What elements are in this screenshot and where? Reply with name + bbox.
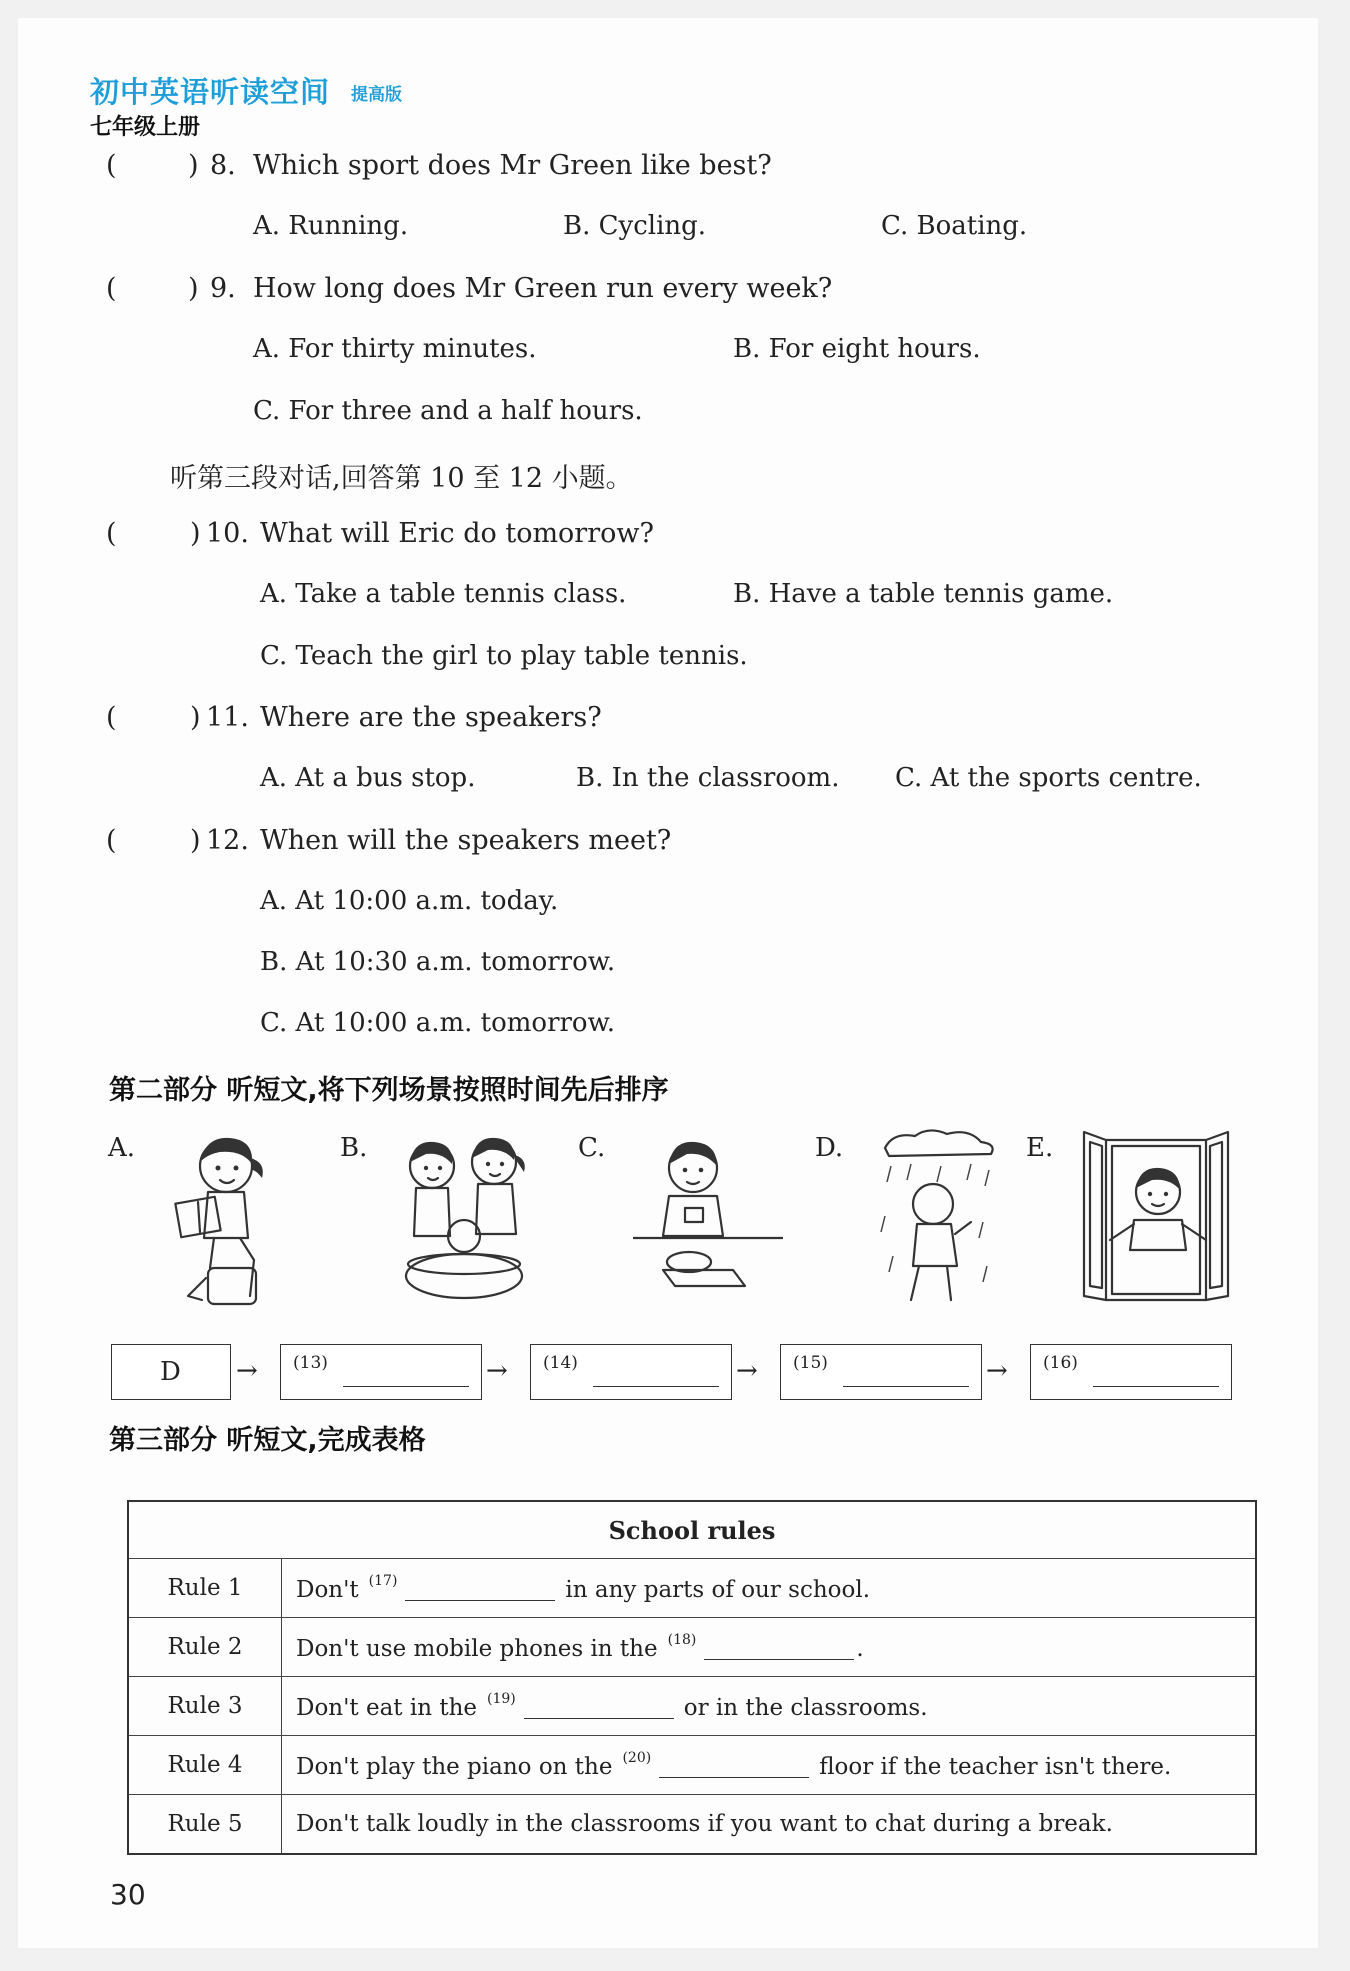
blank-number: (20) [622,1750,652,1766]
rule-text-pre: Don't play the piano on the [296,1754,613,1780]
answer-blank-15[interactable] [843,1386,969,1387]
question-number: 9. [210,273,236,304]
option-b: B. Cycling. [563,211,707,241]
question-text: Where are the speakers? [260,702,602,733]
sequence-box-14[interactable] [530,1344,732,1400]
answer-paren-right: ) [190,518,201,549]
question-text: What will Eric do tomorrow? [260,518,654,549]
table-header-row [128,1501,1256,1559]
blank-number: (14) [543,1353,578,1373]
table-row [128,1559,1256,1618]
book-title: 初中英语听读空间 [90,75,331,109]
option-c: C. Boating. [881,211,1028,241]
rule-text: Don't talk loudly in the classrooms if you want to chat during a break. [282,1795,1257,1855]
boy-opening-window-illustration [1078,1128,1238,1313]
rule-label: Rule 3 [128,1677,282,1736]
question-text: Which sport does Mr Green like best? [253,150,772,181]
sequence-arrow: → [236,1356,258,1386]
rule-text-pre: Don't use mobile phones in the [296,1636,658,1662]
table-row [128,1618,1256,1677]
answer-blank-20[interactable] [659,1777,809,1778]
option-a: A. For thirty minutes. [253,334,537,364]
rule-label: Rule 5 [128,1795,282,1855]
page-number: 30 [110,1878,146,1911]
table-row [128,1736,1256,1795]
sequence-arrow: → [486,1356,508,1386]
rule-text [282,1618,1257,1677]
kids-washing-dog-illustration [390,1126,540,1316]
picture-label-c: C. [578,1133,606,1163]
blank-number: (19) [487,1691,516,1707]
rule-label: Rule 1 [128,1559,282,1618]
blank-number: (17) [368,1573,398,1589]
answer-paren-right: ) [188,150,199,181]
sequence-start-box [111,1344,231,1400]
answer-paren-right: ) [190,702,201,733]
question-text: When will the speakers meet? [260,825,672,856]
option-a: A. Take a table tennis class. [260,579,627,609]
sequence-arrow: → [736,1356,758,1386]
option-b: B. In the classroom. [576,763,840,793]
option-a: A. At 10:00 a.m. today. [260,886,559,916]
sequence-start-letter: D [160,1357,181,1387]
edition-badge: 提高版 [351,85,402,105]
boy-eating-illustration [633,1130,783,1310]
option-b: B. For eight hours. [733,334,981,364]
picture-label-a: A. [108,1133,136,1163]
answer-paren-right: ) [190,825,201,856]
question-number: 8. [210,150,236,181]
answer-blank-16[interactable] [1093,1386,1219,1387]
part-3-title: 第三部分 听短文,完成表格 [109,1425,426,1456]
option-b: B. At 10:30 a.m. tomorrow. [260,947,616,977]
option-c: C. Teach the girl to play table tennis. [260,641,748,671]
option-b: B. Have a table tennis game. [733,579,1114,609]
question-number: 12. [206,825,249,856]
rule-text-pre: Don't eat in the [296,1695,478,1721]
rule-text-post: . [856,1636,864,1662]
table-row [128,1677,1256,1736]
rule-text-post: floor if the teacher isn't there. [819,1754,1172,1780]
part-2-title: 第二部分 听短文,将下列场景按照时间先后排序 [109,1075,669,1106]
option-c: C. At 10:00 a.m. tomorrow. [260,1008,616,1038]
rule-text [282,1677,1257,1736]
option-a: A. At a bus stop. [260,763,476,793]
option-a: A. Running. [253,211,409,241]
picture-label-e: E. [1026,1133,1054,1163]
rule-label: Rule 4 [128,1736,282,1795]
option-c: C. For three and a half hours. [253,396,643,426]
blank-number: (18) [667,1632,697,1648]
answer-blank-18[interactable] [704,1659,854,1660]
question-text: How long does Mr Green run every week? [253,273,833,304]
rule-label: Rule 2 [128,1618,282,1677]
grade-subtitle: 七年级上册 [90,115,201,140]
answer-paren-right: ) [188,273,199,304]
girl-reading-illustration [158,1128,293,1313]
blank-number: (16) [1043,1353,1078,1373]
answer-paren-left: ( [106,825,117,856]
question-number: 10. [206,518,249,549]
question-number: 11. [206,702,249,733]
sequence-box-16[interactable] [1030,1344,1232,1400]
person-in-rain-illustration [871,1126,1006,1311]
answer-blank-14[interactable] [593,1386,719,1387]
answer-blank-13[interactable] [343,1386,469,1387]
rule-text [282,1559,1257,1618]
rule-text [282,1736,1257,1795]
blank-number: (15) [793,1353,828,1373]
rule-text-pre: Don't [296,1577,359,1603]
answer-paren-left: ( [106,702,117,733]
answer-paren-left: ( [106,150,117,181]
answer-blank-17[interactable] [405,1600,555,1601]
answer-paren-left: ( [106,273,117,304]
sequence-arrow: → [986,1356,1008,1386]
sequence-box-13[interactable] [280,1344,482,1400]
table-row [128,1795,1256,1855]
dialogue-instruction: 听第三段对话,回答第 10 至 12 小题。 [170,463,633,494]
school-rules-table [127,1500,1257,1855]
picture-label-d: D. [815,1133,844,1163]
answer-paren-left: ( [106,518,117,549]
rule-text-post: in any parts of our school. [565,1577,871,1603]
sequence-box-15[interactable] [780,1344,982,1400]
option-c: C. At the sports centre. [895,763,1202,793]
picture-label-b: B. [340,1133,368,1163]
workbook-page [18,18,1318,1948]
table-title: School rules [128,1501,1256,1559]
answer-blank-19[interactable] [524,1718,674,1719]
blank-number: (13) [293,1353,328,1373]
rule-text-post: or in the classrooms. [683,1695,928,1721]
